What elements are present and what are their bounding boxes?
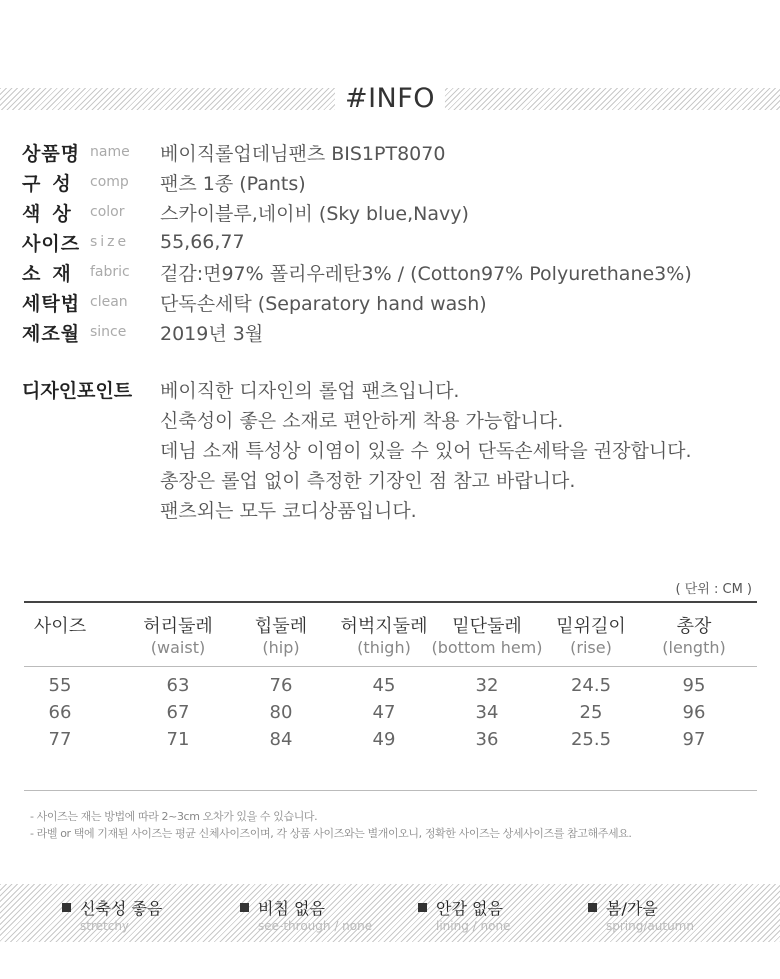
design-point	[22, 376, 692, 526]
table-header-en: (thigh)	[357, 638, 411, 657]
table-cell: 63	[166, 675, 190, 696]
feature-label: 봄/가을	[606, 899, 658, 918]
spec-key: 상품명	[22, 142, 81, 165]
square-bullet-icon	[240, 903, 249, 912]
spec-row-clean	[22, 287, 692, 317]
feature-label: 안감 없음	[436, 899, 503, 918]
table-cell: 49	[372, 729, 396, 750]
table-header-en: (waist)	[150, 638, 206, 657]
table-cell: 97	[682, 729, 706, 750]
table-cell: 84	[269, 729, 293, 750]
feature-see-through	[240, 896, 372, 933]
size-note: - 라벨 or 택에 기재된 사이즈는 평균 신체사이즈이며, 각 상품 사이즈와는 별개이오니, 정확한 사이즈는 상세사이즈를 참고해주세요.	[30, 827, 632, 840]
table-cell: 95	[682, 675, 706, 696]
spec-key-en: comp	[90, 174, 129, 190]
table-header-rule	[24, 666, 757, 667]
feature-label-en: stretchy	[80, 919, 130, 933]
table-cell: 67	[166, 702, 190, 723]
spec-row-since	[22, 317, 692, 347]
table-header-en: (length)	[662, 638, 726, 657]
table-cell: 76	[269, 675, 293, 696]
table-cell: 71	[166, 729, 190, 750]
table-cell: 45	[372, 675, 396, 696]
spec-key-en: fabric	[90, 264, 130, 280]
spec-value: 스카이블루,네이비 (Sky blue,Navy)	[160, 202, 469, 225]
square-bullet-icon	[418, 903, 427, 912]
spec-key: 소재	[22, 262, 83, 285]
design-point-line: 베이직한 디자인의 롤업 팬츠입니다.	[160, 380, 460, 402]
spec-key-en: name	[90, 144, 130, 160]
table-cell: 47	[372, 702, 396, 723]
spec-value: 팬츠 1종 (Pants)	[160, 172, 306, 195]
design-point-line: 총장은 롤업 없이 측정한 기장인 점 참고 바랍니다.	[160, 470, 576, 492]
spec-key: 색상	[22, 202, 83, 225]
spec-row-comp	[22, 167, 692, 197]
design-point-label: 디자인포인트	[22, 380, 133, 402]
square-bullet-icon	[588, 903, 597, 912]
table-cell: 34	[475, 702, 499, 723]
table-header: 밑위길이	[556, 616, 626, 637]
spec-key-en: clean	[90, 294, 128, 310]
table-cell: 25	[579, 702, 603, 723]
spec-key-en: since	[90, 324, 127, 340]
feature-label-en: see-through / none	[258, 919, 373, 933]
table-cell: 24.5	[570, 675, 612, 696]
feature-label: 신축성 좋음	[80, 899, 163, 918]
design-point-line: 데님 소재 특성상 이염이 있을 수 있어 단독손세탁을 권장합니다.	[160, 440, 692, 462]
table-cell: 96	[682, 702, 706, 723]
table-top-rule	[24, 601, 757, 603]
square-bullet-icon	[62, 903, 71, 912]
spec-key-en: color	[90, 204, 125, 220]
spec-row-size	[22, 227, 692, 257]
size-note: - 사이즈는 재는 방법에 따라 2~3cm 오차가 있을 수 있습니다.	[30, 810, 318, 823]
spec-value: 겉감:면97% 폴리우레탄3% / (Cotton97% Polyurethane3%)	[160, 262, 692, 285]
table-header: 허리둘레	[143, 616, 213, 637]
size-unit: ( 단위 : CM )	[675, 582, 752, 597]
feature-stretch	[62, 896, 162, 933]
table-header-en: (bottom hem)	[431, 638, 543, 657]
feature-label-en: spring/autumn	[606, 919, 694, 933]
table-header: 힙둘레	[254, 616, 308, 637]
feature-label: 비침 없음	[258, 899, 325, 918]
table-header: 사이즈	[33, 616, 87, 637]
feature-label-en: lining / none	[436, 919, 511, 933]
spec-key: 사이즈	[22, 232, 81, 255]
design-point-lines	[160, 376, 692, 526]
spec-value: 베이직롤업데님팬츠 BIS1PT8070	[160, 142, 446, 165]
table-cell: 32	[475, 675, 499, 696]
feature-lining	[418, 896, 510, 933]
table-cell: 66	[48, 702, 72, 723]
table-header-en: (rise)	[570, 638, 612, 657]
spec-row-name	[22, 137, 692, 167]
spec-list	[22, 137, 692, 347]
table-cell: 36	[475, 729, 499, 750]
design-point-line: 팬츠외는 모두 코디상품입니다.	[160, 500, 417, 522]
table-header: 허벅지둘레	[340, 616, 428, 637]
feature-season	[588, 896, 694, 933]
spec-value: 2019년 3월	[160, 322, 264, 345]
table-cell: 55	[48, 675, 72, 696]
spec-value: 55,66,77	[160, 231, 245, 253]
spec-key: 세탁법	[22, 292, 81, 315]
info-heading: #INFO	[335, 82, 445, 116]
spec-row-fabric	[22, 257, 692, 287]
spec-key-en: size	[90, 234, 130, 250]
spec-row-color	[22, 197, 692, 227]
table-cell: 25.5	[570, 729, 612, 750]
table-header: 총장	[676, 616, 712, 637]
table-cell: 77	[48, 729, 72, 750]
table-header: 밑단둘레	[452, 616, 522, 637]
design-point-line: 신축성이 좋은 소재로 편안하게 착용 가능합니다.	[160, 410, 564, 432]
table-bottom-rule	[24, 790, 757, 791]
spec-value: 단독손세탁 (Separatory hand wash)	[160, 292, 487, 315]
table-cell: 80	[269, 702, 293, 723]
spec-key: 구성	[22, 172, 83, 195]
spec-key: 제조월	[22, 322, 81, 345]
table-header-en: (hip)	[262, 638, 300, 657]
